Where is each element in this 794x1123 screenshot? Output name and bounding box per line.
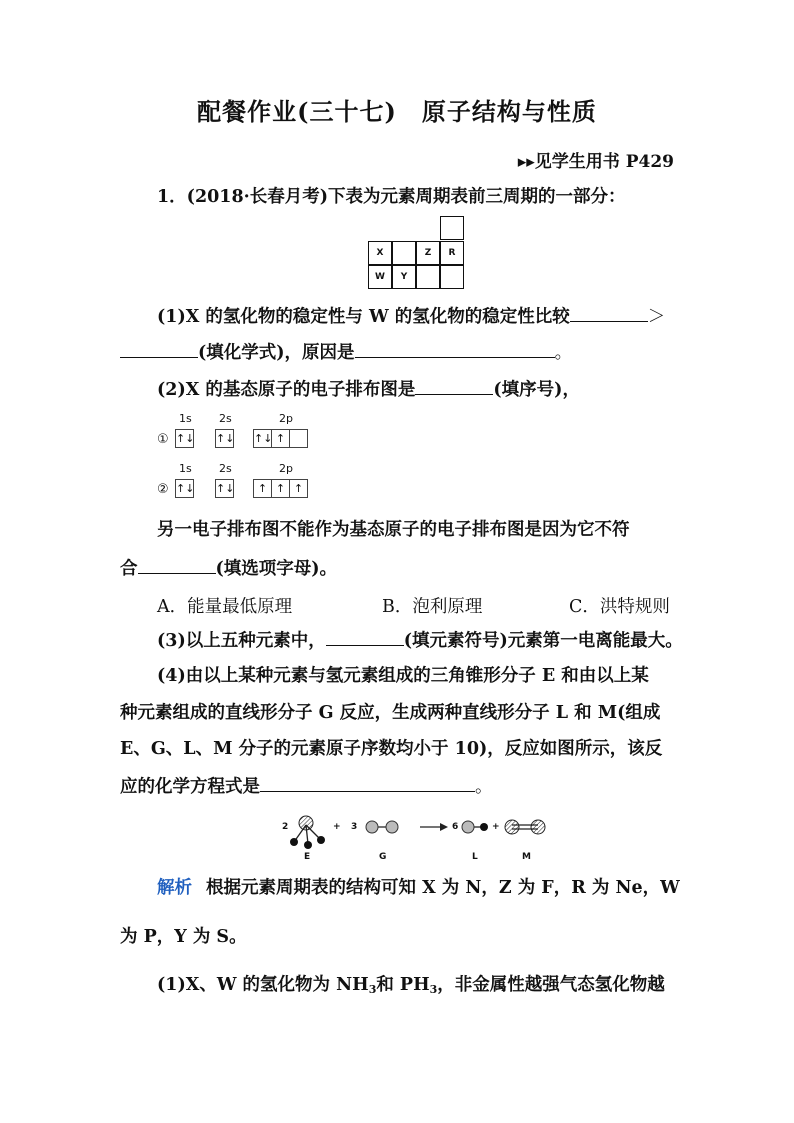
analysis-label: 解析	[157, 878, 192, 898]
option-c: C．洪特规则	[569, 597, 670, 617]
book-reference: ▸▸见学生用书 P429	[517, 152, 674, 172]
molecule-l	[462, 821, 488, 833]
option-number-1: ①	[157, 432, 169, 447]
orbital-box: ↑↓	[215, 429, 234, 448]
label-e: E	[304, 852, 311, 862]
orbital-box: ↑↓	[215, 479, 234, 498]
orbital-box: ↑	[289, 479, 308, 498]
orbital-label-2p: 2p	[279, 412, 293, 425]
table-cell-empty	[440, 216, 464, 240]
part1-line1: (1)X 的氢化物的稳定性与 W 的氢化物的稳定性比较 ＞	[157, 303, 713, 329]
molecule-m	[505, 820, 545, 834]
periodic-table-fragment	[367, 215, 465, 290]
part2-line: (2)X 的基态原子的电子排布图是 (填序号)，	[157, 376, 713, 402]
coef-l: 6	[452, 822, 459, 832]
part4-line1: (4)由以上某种元素与氢元素组成的三角锥形分子 E 和由以上某	[157, 666, 649, 686]
page-title: 配餐作业(三十七) 原子结构与性质	[197, 97, 597, 126]
answer-blank[interactable]	[138, 555, 216, 574]
table-cell-empty	[440, 265, 464, 289]
part4-line3: E、G、L、M 分子的元素原子序数均小于 10)，反应如图所示，该反	[120, 739, 663, 759]
orbital-box	[289, 429, 308, 448]
orbital-box: ↑	[271, 479, 290, 498]
question-intro: 1．(2018·长春月考)下表为元素周期表前三周期的一部分：	[157, 187, 626, 207]
analysis-line3: (1)X、W 的氢化物为 $NH_3$和 $PH_3$，非金属性越强气态氢化物越	[157, 975, 665, 996]
orbital-box: ↑↓	[253, 429, 272, 448]
answer-blank[interactable]	[355, 339, 555, 358]
plus-sign: +	[333, 822, 341, 832]
answer-blank[interactable]	[120, 339, 198, 358]
plus-sign: +	[492, 822, 500, 832]
table-cell-x: X	[368, 241, 392, 265]
orbital-label-2s: 2s	[219, 412, 232, 425]
table-cell-y: Y	[392, 265, 416, 289]
answer-blank[interactable]	[260, 773, 475, 792]
part2-explain-line2: 合 (填选项字母)。	[120, 555, 676, 581]
orbital-box: ↑↓	[175, 479, 194, 498]
label-g: G	[379, 852, 387, 862]
orbital-label-1s: 1s	[179, 412, 192, 425]
part2-explain-line1: 另一电子排布图不能作为基态原子的电子排布图是因为它不符	[157, 520, 630, 540]
answer-blank[interactable]	[415, 376, 493, 395]
coef-g: 3	[351, 822, 358, 832]
orbital-box: ↑↓	[175, 429, 194, 448]
orbital-box: ↑	[271, 429, 290, 448]
reaction-diagram	[278, 812, 558, 864]
orbital-diagrams	[157, 408, 327, 503]
orbital-box: ↑	[253, 479, 272, 498]
option-number-2: ②	[157, 482, 169, 497]
part4-line4: 应的化学方程式是 。	[120, 773, 676, 799]
orbital-label-1s: 1s	[179, 462, 192, 475]
orbital-label-2p: 2p	[279, 462, 293, 475]
table-cell-r: R	[440, 241, 464, 265]
part1-line2: (填化学式)，原因是 。	[120, 339, 676, 365]
analysis-line2: 为 P，Y 为 S。	[120, 927, 247, 947]
table-cell-z: Z	[416, 241, 440, 265]
part4-line2: 种元素组成的直线形分子 G 反应，生成两种直线形分子 L 和 M(组成	[120, 703, 661, 723]
molecule-g	[366, 821, 398, 833]
label-l: L	[472, 852, 478, 862]
part3-line: (3)以上五种元素中， (填元素符号)元素第一电离能最大。	[157, 627, 713, 653]
label-m: M	[522, 852, 531, 862]
option-b: B．泡利原理	[382, 597, 483, 617]
answer-blank[interactable]	[570, 303, 648, 322]
orbital-label-2s: 2s	[219, 462, 232, 475]
table-cell-empty	[392, 241, 416, 265]
answer-blank[interactable]	[326, 627, 404, 646]
table-cell-w: W	[368, 265, 392, 289]
option-a: A．能量最低原理	[157, 597, 293, 617]
coef-e: 2	[282, 822, 289, 832]
reaction-molecules	[278, 812, 558, 864]
molecule-e	[290, 816, 325, 849]
analysis-line1: 解析 根据元素周期表的结构可知 X 为 N，Z 为 F，R 为 Ne，W	[157, 878, 680, 898]
table-cell-empty	[416, 265, 440, 289]
